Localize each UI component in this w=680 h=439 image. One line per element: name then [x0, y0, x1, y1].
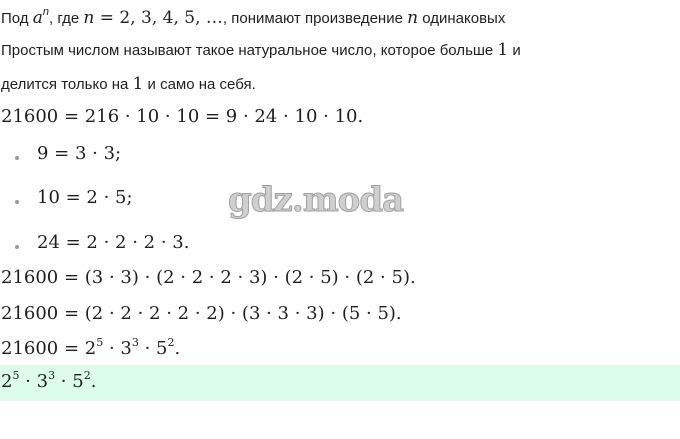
math-exponent: 5 [12, 369, 20, 382]
math-sequence: = 2, 3, 4, 5, … [94, 8, 223, 28]
text-fragment: , понимают произведение [222, 10, 408, 27]
answer-highlight [0, 365, 680, 401]
text-fragment: и [508, 42, 521, 59]
math-exponent: 2 [167, 336, 175, 349]
text-fragment: Под [1, 10, 33, 27]
math-fragment: · 3 [19, 371, 49, 392]
math-fragment: 2 [1, 371, 13, 392]
bullet-icon [15, 156, 19, 160]
answer-expression [1, 371, 96, 392]
text-fragment: , где [48, 10, 84, 27]
watermark-logo: gdz.moda [228, 180, 404, 220]
math-exponent: 2 [83, 369, 91, 382]
math-fragment: . [90, 371, 97, 392]
text-fragment: делится только на [1, 76, 133, 93]
definition-prime-line-1 [1, 40, 521, 60]
definition-power-line [1, 8, 505, 28]
equation-step-3: 21600 = (2 · 2 · 2 · 2 · 2) · (3 · 3 · 3) · (5 · 5). [1, 303, 402, 324]
math-fragment: · 3 [103, 338, 132, 359]
equation-step-4 [1, 338, 180, 359]
math-fragment: · 5 [138, 338, 168, 359]
bullet-icon [15, 245, 19, 249]
bullet-icon [15, 200, 19, 204]
math-var-n: n [83, 8, 95, 28]
factor-24: 24 = 2 · 2 · 2 · 3. [37, 232, 190, 253]
text-fragment: одинаковых [418, 10, 506, 27]
factor-10: 10 = 2 · 5; [37, 187, 133, 208]
equation-step-2: 21600 = (3 · 3) · (2 · 2 · 2 · 3) · (2 · 5) · (2 · 5). [1, 267, 416, 288]
math-number: 1 [132, 74, 144, 94]
math-number: 1 [497, 40, 509, 60]
factor-9: 9 = 3 · 3; [37, 143, 122, 164]
definition-prime-line-2 [1, 74, 256, 94]
equation-step-1: 21600 = 216 · 10 · 10 = 9 · 24 · 10 · 10. [1, 106, 364, 127]
math-var-a: a [32, 8, 43, 28]
math-exp-n: n [42, 6, 49, 18]
math-fragment: 21600 = 2 [1, 338, 97, 359]
math-exponent: 3 [48, 369, 56, 382]
math-fragment: . [174, 338, 181, 359]
math-exponent: 5 [96, 336, 104, 349]
math-exponent: 3 [131, 336, 139, 349]
text-fragment: и само на себя. [143, 76, 256, 93]
text-fragment: Простым числом называют такое натуральное число, которое больше [1, 42, 498, 59]
math-fragment: · 5 [55, 371, 84, 392]
math-var-n: n [407, 8, 419, 28]
